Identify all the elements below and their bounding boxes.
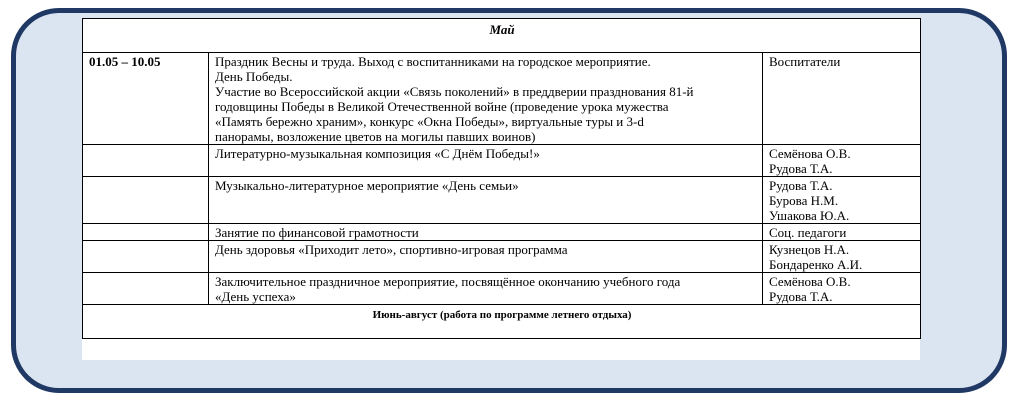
document-sheet — [82, 18, 920, 360]
responsible-cell — [763, 273, 921, 305]
event-text: Музыкально-литературное мероприятие «День семьи» — [215, 178, 519, 193]
event-cell — [209, 224, 763, 241]
responsible-name: Кузнецов Н.А. — [769, 242, 850, 257]
table-row — [83, 273, 921, 305]
responsible-name: Рудова Т.А. — [769, 161, 833, 176]
date-cell: 01.05 – 10.05 — [83, 53, 209, 145]
event-text: Участие во Всероссийской акции «Связь поколений» в преддверии празднования 81-й — [215, 84, 694, 99]
event-text: Занятие по финансовой грамотности — [215, 225, 419, 240]
event-cell — [209, 145, 763, 177]
event-cell — [209, 241, 763, 273]
responsible-name: Семёнова О.В. — [769, 274, 851, 289]
responsible-cell — [763, 145, 921, 177]
responsible-name: Семёнова О.В. — [769, 146, 851, 161]
date-cell — [83, 241, 209, 273]
table-row — [83, 145, 921, 177]
event-text: годовщины Победы в Великой Отечественной войне (проведение урока мужества — [215, 99, 669, 114]
responsible-name: Воспитатели — [769, 54, 841, 69]
responsible-cell — [763, 177, 921, 224]
responsible-cell — [763, 224, 921, 241]
event-text: «День успеха» — [215, 289, 296, 304]
schedule-table — [82, 18, 921, 339]
table-row — [83, 224, 921, 241]
event-cell — [209, 53, 763, 145]
event-text: Праздник Весны и труда. Выход с воспитанниками на городское мероприятие. — [215, 54, 651, 69]
responsible-name: Рудова Т.А. — [769, 178, 833, 193]
summer-row — [83, 305, 921, 339]
month-title: Май — [83, 19, 921, 53]
event-cell — [209, 273, 763, 305]
event-cell — [209, 177, 763, 224]
responsible-cell — [763, 53, 921, 145]
month-header-row — [83, 19, 921, 53]
responsible-name: Бурова Н.М. — [769, 193, 839, 208]
event-text: «Память бережно храним», конкурс «Окна Победы», виртуальные туры и 3-d — [215, 114, 644, 129]
responsible-name: Рудова Т.А. — [769, 289, 833, 304]
responsible-name: Соц. педагоги — [769, 225, 847, 240]
rounded-frame — [11, 8, 1007, 393]
summer-title: Июнь-август (работа по программе летнего отдыха) — [83, 305, 921, 339]
table-row — [83, 53, 921, 145]
event-text: Литературно-музыкальная композиция «С Днём Победы!» — [215, 146, 540, 161]
event-text: День здоровья «Приходит лето», спортивно-игровая программа — [215, 242, 568, 257]
date-cell — [83, 145, 209, 177]
responsible-name: Бондаренко А.И. — [769, 257, 863, 272]
event-text: панорамы, возложение цветов на могилы павших воинов) — [215, 129, 536, 144]
responsible-cell — [763, 241, 921, 273]
date-cell — [83, 273, 209, 305]
date-cell — [83, 224, 209, 241]
event-text: Заключительное праздничное мероприятие, посвящённое окончанию учебного года — [215, 274, 681, 289]
table-row — [83, 241, 921, 273]
responsible-name: Ушакова Ю.А. — [769, 208, 850, 223]
date-cell — [83, 177, 209, 224]
event-text: День Победы. — [215, 69, 293, 84]
table-row — [83, 177, 921, 224]
